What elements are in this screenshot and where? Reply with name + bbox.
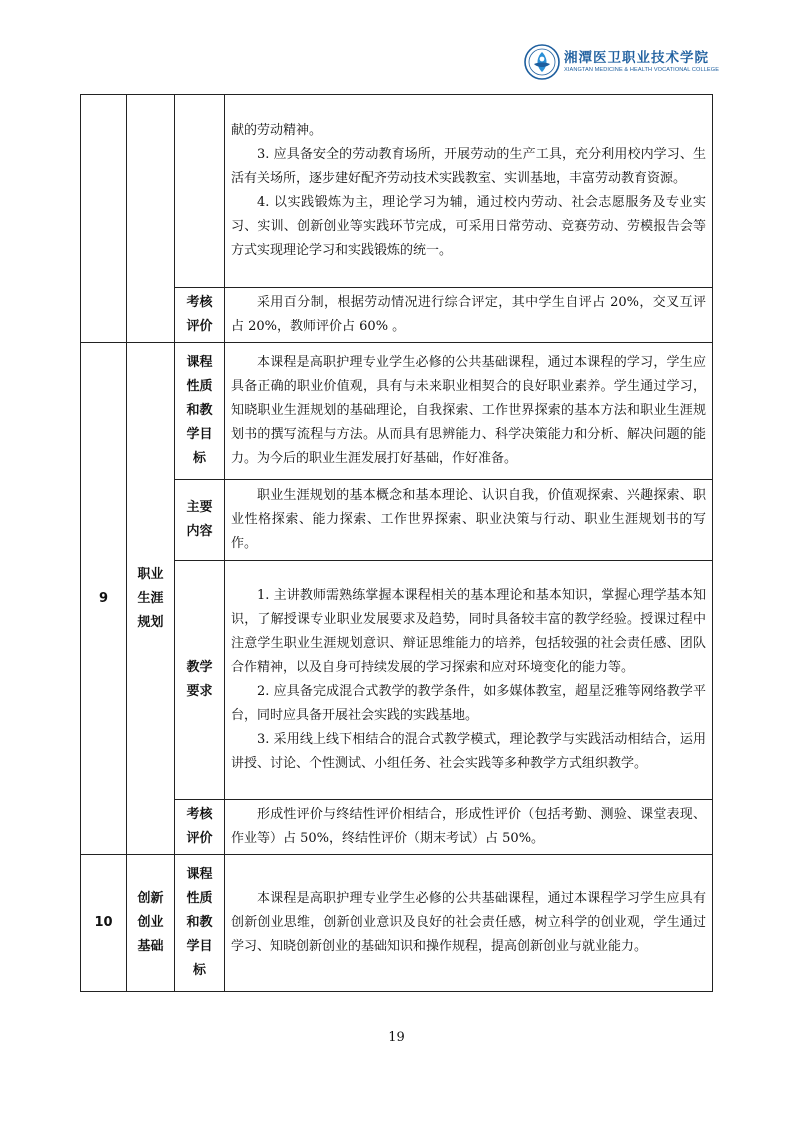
nature-cell xyxy=(225,855,713,992)
category-cell xyxy=(175,95,225,288)
table-row xyxy=(81,561,713,800)
requirement-text: 2. 应具备完成混合式教学的教学条件，如多媒体教室，超星泛雅等网络教学平台，同时应具备开展社会实践的实践基地。 xyxy=(231,684,706,723)
course-name-cell xyxy=(127,95,175,343)
category-label: 主要内容 xyxy=(175,480,225,561)
table-row xyxy=(81,95,713,288)
content-text: 职业生涯规划的基本概念和基本理论、认识自我，价值观探索、兴趣探索、职业性格探索、能力探索、工作世界探索、职业決策与行动、职业生涯规划书的写作。 xyxy=(231,488,706,551)
course-name: 职业生涯规划 xyxy=(127,343,175,855)
requirements-cell xyxy=(225,561,713,800)
category-label: 教学要求 xyxy=(175,561,225,800)
table-row xyxy=(81,480,713,561)
assessment-text: 形成性评价与终结性评价相结合，形成性评价（包括考勤、测验、课堂表现、作业等）占 50%，终结性评价（期末考试）占 50%。 xyxy=(231,807,706,846)
course-name: 创新创业基础 xyxy=(127,855,175,992)
category-label: 课程性质和教学目标 xyxy=(175,343,225,480)
course-number: 9 xyxy=(81,343,127,855)
requirements-continued-cell xyxy=(225,95,713,288)
table-row xyxy=(81,855,713,992)
course-number: 10 xyxy=(81,855,127,992)
assessment-text: 采用百分制，根据劳动情况进行综合评定，其中学生自评占 20%，交叉互评占 20%，教师评价占 60% 。 xyxy=(231,295,706,334)
category-label: 考核评价 xyxy=(175,800,225,855)
requirement-text: 1. 主讲教师需熟练掌握本课程相关的基本理论和基本知识，掌握心理学基本知识，了解授课专业职业发展要求及趋势，同时具备较丰富的教学经验。授课过程中注意学生职业生涯规划意识、辩证思维能力的培养，包括较强的社会责任感、团队合作精神，以及自身可持续发展的学习探索和应对环境变化的能力等。 xyxy=(231,588,706,675)
curriculum-table xyxy=(80,94,713,992)
nature-cell xyxy=(225,343,713,480)
page-number: 19 xyxy=(388,1030,405,1045)
requirement-text: 献的劳动精神。 xyxy=(231,123,323,138)
header-logo xyxy=(524,42,720,84)
category-label: 课程性质和教学目标 xyxy=(175,855,225,992)
course-number-cell xyxy=(81,95,127,343)
nature-text: 本课程是高职护理专业学生必修的公共基础课程，通过本课程的学习，学生应具备正确的职业价值观，具有与未来职业相契合的良好职业素养。学生通过学习，知晓职业生涯规划的基础理论，自我探索、工作世界探索的基本方法和职业生涯规划书的撰写流程与方法。从而具有思辨能力、科学决策能力和分析、解决问题的能力。为今后的职业生涯发展打好基础，作好准备。 xyxy=(231,355,706,466)
college-name-en: XIANGTAN MEDICINE & HEALTH VOCATIONAL COLLEGE xyxy=(564,67,720,73)
table-row xyxy=(81,800,713,855)
table-row xyxy=(81,343,713,480)
assessment-cell xyxy=(225,288,713,343)
content-cell xyxy=(225,480,713,561)
college-name-cn: 湘潭医卫职业技术学院 xyxy=(564,50,709,66)
requirement-text: 3. 应具备安全的劳动教育场所，开展劳动的生产工具，充分利用校内学习、生活有关场所，逐步建好配齐劳动技术实践教室、实训基地，丰富劳动教育资源。 xyxy=(231,147,706,186)
requirement-text: 3. 采用线上线下相结合的混合式教学模式，理论教学与实践活动相结合，运用讲授、讨论、个性测试、小组任务、社会实践等多种教学方式组织教学。 xyxy=(231,732,706,771)
college-emblem-icon xyxy=(524,44,560,80)
nature-text: 本课程是高职护理专业学生必修的公共基础课程，通过本课程学习学生应具有创新创业思维，创新创业意识及良好的社会责任感，树立科学的创业观，学生通过学习、知晓创新创业的基础知识和操作规程，提高创新创业与就业能力。 xyxy=(231,891,706,954)
requirement-text: 4. 以实践锻炼为主，理论学习为辅，通过校内劳动、社会志愿服务及专业实习、实训、创新创业等实践环节完成，可采用日常劳动、竞赛劳动、劳模报告会等方式实现理论学习和实践锻炼的统一。 xyxy=(231,195,706,258)
assessment-cell xyxy=(225,800,713,855)
table-row xyxy=(81,288,713,343)
category-label: 考核评价 xyxy=(175,288,225,343)
